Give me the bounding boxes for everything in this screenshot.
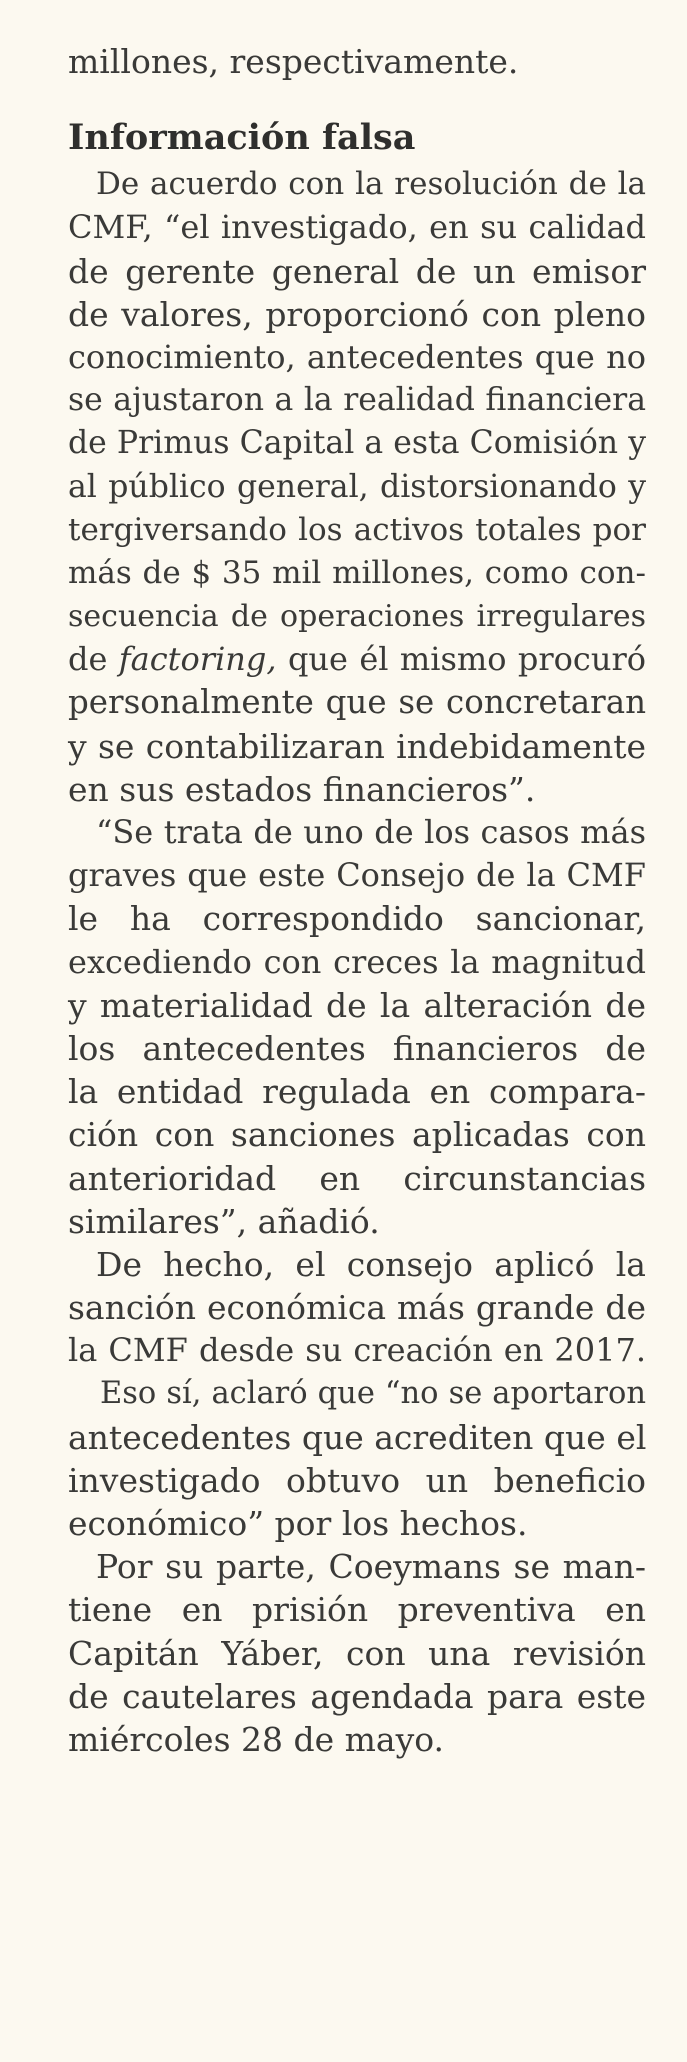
text-line: de valores, proporcionó con pleno: [68, 294, 646, 334]
text-line: ción con sanciones aplicadas con: [68, 1115, 646, 1155]
text-fragment: que él mismo procuró: [287, 640, 647, 679]
italic-term: factoring,: [118, 640, 277, 679]
paragraph-4: [68, 1372, 646, 1545]
text-line: sanción económica más grande de: [68, 1288, 646, 1328]
text-line-with-italic: [68, 638, 646, 681]
text-line: de Primus Capital a esta Comisión y: [68, 425, 646, 462]
section-heading: Información falsa: [68, 117, 416, 159]
paragraph-1: [68, 163, 646, 811]
text-line: graves que este Consejo de la CMF: [68, 856, 646, 895]
text-line: Eso sí, aclaró que “no se aportaron: [100, 1376, 646, 1412]
text-line: De acuerdo con la resolución de la: [96, 166, 646, 203]
text-line: personalmente que se concretaran: [68, 683, 646, 722]
text-line: “Se trata de uno de los casos más: [96, 813, 646, 851]
text-line: los antecedentes financieros de: [68, 1028, 646, 1068]
text-line: de cautelares agendada para este: [68, 1676, 646, 1716]
text-line: más de $ 35 mil millones, como con-: [68, 554, 646, 591]
text-line: tergiversando los activos totales por: [68, 511, 646, 548]
text-line: conocimiento, antecedentes que no: [68, 337, 646, 376]
text-line: similares”, añadió.: [68, 1201, 380, 1241]
text-line: se ajustaron a la realidad financiera: [68, 382, 646, 419]
text-line: Capitán Yáber, con una revisión: [68, 1633, 646, 1673]
text-line: CMF, “el investigado, en su calidad: [68, 208, 646, 247]
text-line: excediendo con creces la magnitud: [68, 942, 646, 981]
text-line: tiene en prisión preventiva en: [68, 1590, 646, 1630]
text-line: miércoles 28 de mayo.: [68, 1719, 445, 1759]
text-line: le ha correspondido sancionar,: [68, 899, 646, 939]
text-line: Por su parte, Coeymans se man-: [96, 1547, 646, 1587]
text-line: De hecho, el consejo aplicó la: [96, 1244, 646, 1284]
text-line: al público general, distorsionando y: [68, 468, 646, 505]
article-body: [68, 40, 646, 1761]
text-fragment: de: [68, 640, 108, 679]
text-line: secuencia de operaciones irregulares: [68, 599, 646, 635]
paragraph-5: [68, 1545, 646, 1761]
text-line: y se contabilizaran indebidamente: [68, 726, 646, 766]
text-line: la entidad regulada en compara-: [68, 1072, 646, 1112]
text-line: anterioridad en circunstancias: [68, 1158, 646, 1198]
text-line: económico” por los hechos.: [68, 1504, 528, 1543]
paragraph-3: [68, 1243, 646, 1373]
text-line: la CMF desde su creación en 2017.: [68, 1331, 646, 1370]
text-line: de gerente general de un emisor: [68, 251, 646, 291]
lead-line: millones, respectivamente.: [68, 42, 519, 81]
paragraph-2: [68, 811, 646, 1243]
text-line: y materialidad de la alteración de: [68, 985, 646, 1025]
text-line: en sus estados financieros”.: [68, 769, 536, 809]
text-line: antecedentes que acrediten que el: [68, 1417, 647, 1457]
text-line: investigado obtuvo un beneficio: [68, 1460, 646, 1500]
